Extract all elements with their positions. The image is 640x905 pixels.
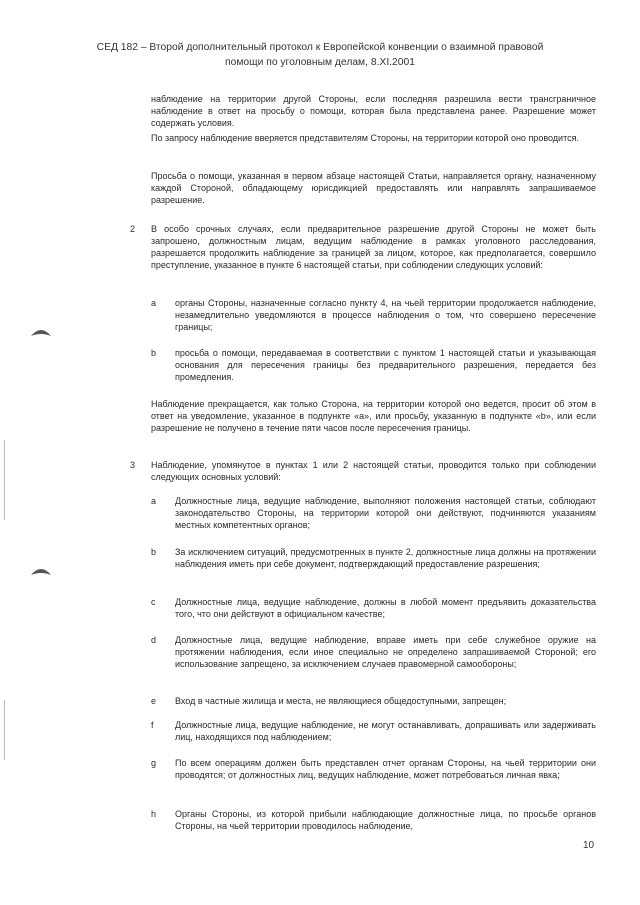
header-line-1: СЕД 182 – Второй дополнительный протокол к Европейской конвенции о взаимной правовой bbox=[96, 42, 544, 53]
punch-hole-icon bbox=[30, 565, 52, 577]
header-line-2: помощи по уголовным делам, 8.XI.2001 bbox=[225, 57, 415, 68]
subparagraph: органы Стороны, назначенные согласно пункту 4, на чьей территории продолжается наблюдение, незамедлительно уведомляются в процессе наблюдения о том, что совершено пересечение границы; bbox=[175, 298, 596, 332]
paragraph: наблюдение на территории другой Стороны, если последняя разрешила вести трансграничное наблюдение в ответ на просьбу о помощи, которая была представлена ранее. Разрешение может содержать условия. bbox=[151, 94, 596, 128]
subparagraph: Должностные лица, ведущие наблюдение, не могут останавливать, допрашивать или задерживать лиц, находящихся под наблюдением; bbox=[175, 720, 596, 742]
paragraph: По запросу наблюдение вверяется представителям Стороны, на территории которой оно проводится. bbox=[151, 133, 579, 143]
document-header bbox=[95, 40, 545, 70]
subparagraph-letter: f bbox=[151, 720, 154, 730]
subparagraph: Должностные лица, ведущие наблюдение, вправе иметь при себе служебное оружие на протяжении наблюдения, если иное специально не определено запрашиваемой Стороной; его использование запрещено, за исключением случаев правомерной самообороны; bbox=[175, 635, 596, 669]
punch-hole-icon bbox=[30, 326, 52, 338]
subparagraph-letter: h bbox=[151, 809, 157, 819]
paragraph: В особо срочных случаях, если предварительное разрешение другой Стороны не может быть запрошено, должностным лицам, ведущим наблюдение в рамках уголовного расследования, разрешается продолжить наблюдение за границей за лицом, которое, как предполагается, совершило преступление, указанное в пункте 6 настоящей статьи, при соблюдении следующих условий: bbox=[151, 224, 596, 270]
subparagraph: По всем операциям должен быть представлен отчет органам Стороны, на чьей территории они проводятся; от должностных лиц, ведущих наблюдение, может потребоваться личная явка; bbox=[175, 758, 596, 780]
subparagraph-letter: a bbox=[151, 496, 157, 506]
subparagraph-letter: e bbox=[151, 696, 157, 706]
subparagraph: За исключением ситуаций, предусмотренных в пункте 2, должностные лица должны на протяжении наблюдения иметь при себе документ, подтверждающий предоставление разрешения; bbox=[175, 547, 596, 569]
paragraph: Просьба о помощи, указанная в первом абзаце настоящей Статьи, направляется органу, назначенному каждой Стороной, обладающему юрисдикцией предоставлять или направлять запрашиваемое разрешение. bbox=[151, 171, 596, 205]
subparagraph: Должностные лица, ведущие наблюдение, должны в любой момент предъявить доказательства того, что они действуют в официальном качестве; bbox=[175, 597, 596, 619]
subparagraph-letter: b bbox=[151, 547, 157, 557]
paragraph-number: 3 bbox=[130, 460, 136, 470]
subparagraph-letter: d bbox=[151, 635, 157, 645]
paragraph: Наблюдение, упомянутое в пунктах 1 или 2 настоящей статьи, проводится только при соблюдении следующих основных условий: bbox=[151, 460, 596, 482]
subparagraph: Должностные лица, ведущие наблюдение, выполняют положения настоящей статьи, соблюдают законодательство Стороны, на территории которой они действуют, подчиняются указаниям местных компетентных органов; bbox=[175, 496, 596, 530]
subparagraph-letter: a bbox=[151, 298, 157, 308]
scan-edge-mark bbox=[4, 700, 5, 760]
subparagraph-letter: g bbox=[151, 758, 157, 768]
subparagraph: Органы Стороны, из которой прибыли наблюдающие должностные лица, по просьбе органов Стороны, на чьей территории проводилось наблюдение, bbox=[175, 809, 596, 831]
subparagraph: Вход в частные жилища и места, не являющиеся общедоступными, запрещен; bbox=[175, 696, 507, 706]
subparagraph: просьба о помощи, передаваемая в соответствии с пунктом 1 настоящей статьи и указывающая основания для пересечения границы без предварительного разрешения, передается без промедления. bbox=[175, 348, 596, 382]
subparagraph-letter: b bbox=[151, 348, 157, 358]
subparagraph-letter: c bbox=[151, 597, 156, 607]
scan-edge-mark bbox=[4, 440, 5, 520]
paragraph-number: 2 bbox=[130, 224, 136, 234]
paragraph: Наблюдение прекращается, как только Сторона, на территории которой оно ведется, просит об этом в ответ на уведомление, указанное в подпункте «a», или просьбу, указанную в подпункте «b», или если разрешение не получено в течение пяти часов после пересечения границы. bbox=[151, 399, 596, 433]
page-number: 10 bbox=[583, 840, 595, 851]
